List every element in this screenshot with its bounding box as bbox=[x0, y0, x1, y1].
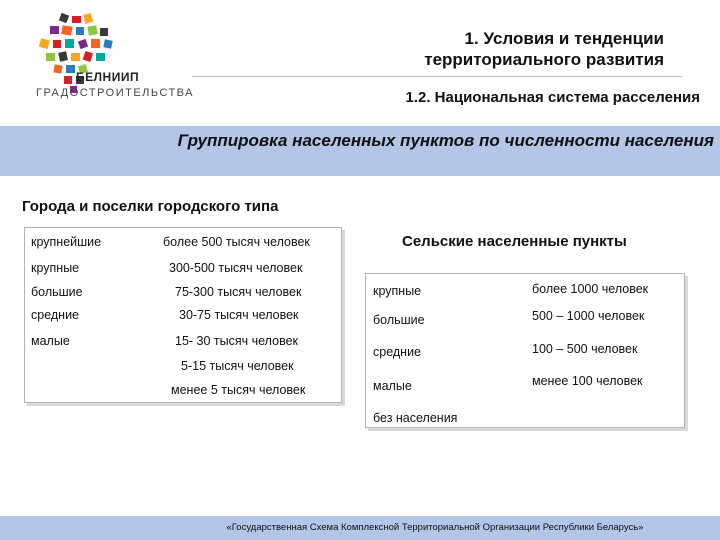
rural-row-range: 100 – 500 человек bbox=[532, 342, 638, 356]
urban-table bbox=[24, 227, 342, 403]
urban-row-name: средние bbox=[31, 308, 80, 322]
urban-row-name: крупнейшие bbox=[31, 235, 102, 249]
urban-row-name: малые bbox=[31, 334, 70, 348]
footer-caption: «Государственная Схема Комплексной Территориальной Организации Республики Беларусь» bbox=[226, 522, 644, 533]
urban-row-range: 5-15 тысяч человек bbox=[181, 359, 294, 373]
rural-row-name: большие bbox=[373, 313, 425, 327]
rural-row-name: малые bbox=[373, 379, 412, 393]
urban-row-range: 30-75 тысяч человек bbox=[179, 308, 299, 322]
rural-row-range: менее 100 человек bbox=[532, 374, 643, 388]
section-title: 1. Условия и тенденции территориального развития bbox=[424, 29, 664, 69]
urban-row-range: более 500 тысяч человек bbox=[163, 235, 310, 249]
rural-row-name: средние bbox=[373, 345, 422, 359]
section-subtitle: 1.2. Национальная система расселения bbox=[405, 89, 700, 106]
rural-row-name: крупные bbox=[373, 284, 422, 298]
urban-row-name: большие bbox=[31, 285, 83, 299]
urban-heading: Города и поселки городского типа bbox=[22, 198, 279, 215]
urban-row-range: менее 5 тысяч человек bbox=[171, 383, 306, 397]
rural-row-range: более 1000 человек bbox=[532, 282, 649, 296]
rural-table bbox=[365, 273, 685, 428]
urban-row-range: 300-500 тысяч человек bbox=[169, 261, 303, 275]
urban-row-range: 15- 30 тысяч человек bbox=[175, 334, 298, 348]
grouping-heading: Группировка населенных пунктов по численности населения bbox=[177, 131, 714, 150]
rural-row-name: без населения bbox=[373, 411, 458, 425]
urban-row-range: 75-300 тысяч человек bbox=[175, 285, 302, 299]
urban-row-name: крупные bbox=[31, 261, 80, 275]
title-divider bbox=[192, 76, 682, 77]
rural-heading: Сельские населенные пункты bbox=[402, 233, 627, 250]
logo-name: БЕЛНИИП bbox=[76, 70, 140, 84]
logo-subtitle: ГРАДОСТРОИТЕЛЬСТВА bbox=[36, 87, 194, 99]
rural-row-range: 500 – 1000 человек bbox=[532, 309, 645, 323]
